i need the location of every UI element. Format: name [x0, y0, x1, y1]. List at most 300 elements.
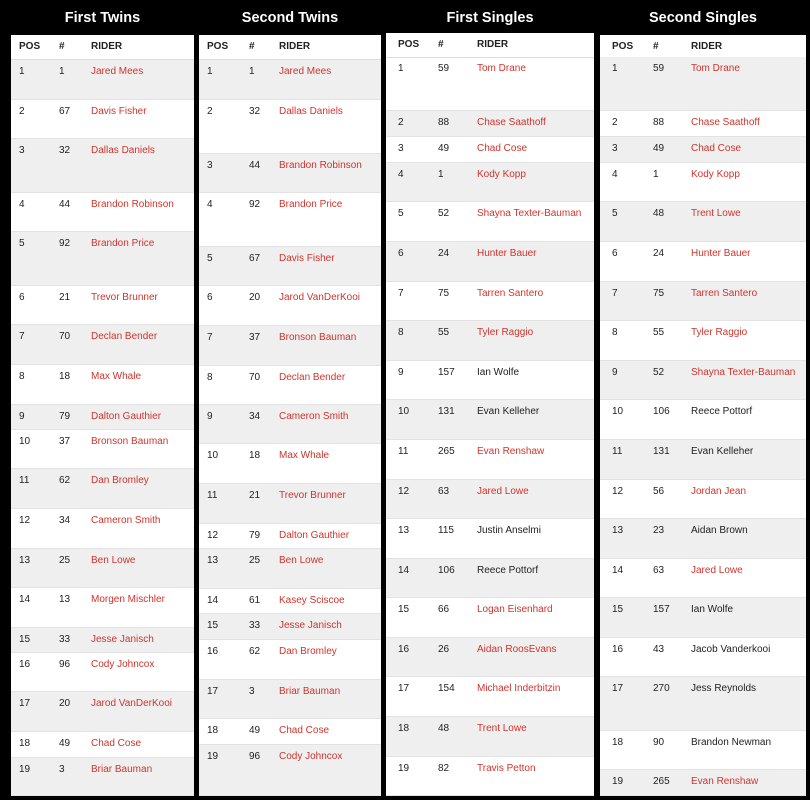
table-row	[11, 139, 194, 193]
position-cell: 18	[398, 723, 410, 734]
position-cell: 13	[19, 555, 31, 566]
number-cell: 157	[438, 367, 455, 378]
rider-link[interactable]: Kody Kopp	[691, 169, 740, 180]
number-cell: 32	[59, 145, 71, 156]
position-cell: 14	[19, 594, 31, 605]
table-row	[386, 111, 594, 137]
number-cell: 70	[59, 331, 71, 342]
rider-link[interactable]: Morgen Mischler	[91, 594, 165, 605]
position-cell: 6	[207, 292, 213, 303]
table-row	[11, 628, 194, 653]
rider-link[interactable]: Dan Bromley	[91, 475, 149, 486]
rider-link[interactable]: Jared Mees	[279, 66, 332, 77]
table-row	[386, 677, 594, 717]
number-cell: 1	[438, 169, 444, 180]
number-cell: 33	[59, 634, 71, 645]
rider-link[interactable]: Jesse Janisch	[279, 620, 342, 631]
number-cell: 37	[59, 436, 71, 447]
position-cell: 3	[612, 143, 618, 154]
number-cell: 265	[653, 776, 670, 787]
rider-link[interactable]: Shayna Texter-Bauman	[691, 367, 796, 378]
position-cell: 14	[207, 595, 219, 606]
rider-name: Ian Wolfe	[691, 604, 734, 615]
column-header-pos: POS	[207, 41, 229, 52]
rider-link[interactable]: Hunter Bauer	[691, 248, 751, 259]
results-panel-second-singles	[600, 0, 806, 800]
table-row	[600, 440, 806, 480]
rider-link[interactable]: Bronson Bauman	[279, 332, 357, 343]
table-row	[386, 361, 594, 400]
table-row	[386, 321, 594, 361]
table-row	[199, 549, 381, 589]
position-cell: 2	[207, 106, 213, 117]
number-cell: 115	[438, 525, 454, 536]
table-row	[386, 638, 594, 677]
rider-link[interactable]: Aidan RoosEvans	[477, 644, 557, 655]
rider-link[interactable]: Cameron Smith	[279, 411, 349, 422]
position-cell: 9	[19, 411, 25, 422]
position-cell: 3	[207, 160, 213, 171]
table-row	[386, 559, 594, 598]
rider-link[interactable]: Jarod VanDerKooi	[91, 698, 172, 709]
number-cell: 55	[653, 327, 665, 338]
position-cell: 11	[398, 446, 409, 457]
number-cell: 92	[249, 199, 261, 210]
table-row	[199, 614, 381, 640]
rider-link[interactable]: Shayna Texter-Bauman	[477, 208, 582, 219]
number-cell: 24	[438, 248, 450, 259]
rider-link[interactable]: Logan Eisenhard	[477, 604, 553, 615]
table-row	[11, 653, 194, 692]
number-cell: 34	[249, 411, 261, 422]
table-row	[600, 559, 806, 598]
panel-title: First Twins	[64, 10, 141, 26]
number-cell: 265	[438, 446, 455, 457]
rider-link[interactable]: Brandon Robinson	[91, 199, 174, 210]
table-row	[11, 732, 194, 758]
number-cell: 154	[438, 683, 455, 694]
rider-link[interactable]: Cameron Smith	[91, 515, 161, 526]
position-cell: 5	[612, 208, 618, 219]
column-header-number: #	[59, 41, 65, 52]
position-cell: 13	[612, 525, 624, 536]
rider-link[interactable]: Michael Inderbitzin	[477, 683, 561, 694]
table-row	[386, 480, 594, 519]
results-table	[199, 35, 381, 796]
position-cell: 17	[612, 683, 624, 694]
position-cell: 1	[612, 63, 618, 74]
rider-link[interactable]: Chase Saathoff	[691, 117, 760, 128]
table-header-row	[386, 33, 594, 58]
rider-link[interactable]: Davis Fisher	[279, 253, 335, 264]
rider-name: Brandon Newman	[691, 737, 772, 748]
table-row	[11, 469, 194, 509]
number-cell: 49	[249, 725, 261, 736]
number-cell: 63	[438, 486, 450, 497]
position-cell: 16	[207, 646, 219, 657]
position-cell: 13	[398, 525, 410, 536]
column-header-number: #	[438, 39, 444, 50]
rider-link[interactable]: Evan Renshaw	[691, 776, 759, 787]
table-row	[386, 440, 594, 480]
position-cell: 3	[398, 143, 404, 154]
column-header-number: #	[249, 41, 255, 52]
table-row	[11, 509, 194, 549]
rider-link[interactable]: Trent Lowe	[477, 723, 527, 734]
number-cell: 82	[438, 763, 450, 774]
rider-link[interactable]: Jarod VanDerKooi	[279, 292, 360, 303]
number-cell: 32	[249, 106, 261, 117]
position-cell: 10	[19, 436, 31, 447]
position-cell: 8	[398, 327, 404, 338]
rider-link[interactable]: Declan Bender	[279, 372, 346, 383]
rider-link[interactable]: Chad Cose	[691, 143, 742, 154]
position-cell: 9	[398, 367, 404, 378]
rider-link[interactable]: Trevor Brunner	[91, 292, 158, 303]
rider-link[interactable]: Tom Drane	[477, 63, 526, 74]
rider-link[interactable]: Dallas Daniels	[91, 145, 155, 156]
table-row	[600, 137, 806, 163]
number-cell: 63	[653, 565, 665, 576]
position-cell: 5	[398, 208, 404, 219]
rider-link[interactable]: Dalton Gauthier	[279, 530, 350, 541]
table-row	[11, 588, 194, 628]
rider-link[interactable]: Kody Kopp	[477, 169, 526, 180]
position-cell: 6	[19, 292, 25, 303]
table-row	[600, 731, 806, 770]
rider-link[interactable]: Ben Lowe	[279, 555, 324, 566]
table-row	[600, 361, 806, 400]
rider-link[interactable]: Chad Cose	[279, 725, 330, 736]
rider-link[interactable]: Cody Johncox	[279, 751, 343, 762]
number-cell: 67	[59, 106, 71, 117]
table-row	[11, 758, 194, 796]
position-cell: 9	[207, 411, 213, 422]
table-row	[600, 677, 806, 731]
rider-link[interactable]: Davis Fisher	[91, 106, 147, 117]
position-cell: 1	[207, 66, 213, 77]
position-cell: 12	[19, 515, 31, 526]
table-row	[11, 325, 194, 365]
table-row	[386, 400, 594, 440]
table-row	[199, 326, 381, 366]
number-cell: 55	[438, 327, 450, 338]
rider-link[interactable]: Kasey Sciscoe	[279, 595, 345, 606]
number-cell: 37	[249, 332, 261, 343]
table-row	[199, 745, 381, 796]
position-cell: 8	[207, 372, 213, 383]
number-cell: 270	[653, 683, 670, 694]
number-cell: 106	[653, 406, 670, 417]
rider-link[interactable]: Bronson Bauman	[91, 436, 169, 447]
number-cell: 3	[249, 686, 255, 697]
rider-link[interactable]: Cody Johncox	[91, 659, 155, 670]
table-row	[600, 638, 806, 677]
position-cell: 17	[398, 683, 410, 694]
table-row	[199, 154, 381, 193]
rider-link[interactable]: Briar Bauman	[91, 764, 153, 775]
table-row	[600, 400, 806, 440]
rider-link[interactable]: Tyler Raggio	[691, 327, 748, 338]
number-cell: 106	[438, 565, 455, 576]
position-cell: 1	[398, 63, 404, 74]
number-cell: 44	[249, 160, 261, 171]
position-cell: 7	[19, 331, 25, 342]
rider-link[interactable]: Ben Lowe	[91, 555, 136, 566]
table-row	[386, 282, 594, 321]
table-row	[600, 598, 806, 638]
results-panel-first-twins	[11, 0, 194, 800]
table-header-row	[11, 35, 194, 60]
position-cell: 10	[612, 406, 624, 417]
rider-name: Evan Kelleher	[477, 406, 540, 417]
column-header-pos: POS	[612, 41, 634, 52]
number-cell: 13	[59, 594, 71, 605]
table-row	[600, 519, 806, 559]
panel-title: Second Singles	[649, 10, 757, 26]
rider-name: Reece Pottorf	[477, 565, 539, 576]
position-cell: 4	[207, 199, 213, 210]
results-table	[386, 33, 594, 796]
position-cell: 12	[398, 486, 410, 497]
position-cell: 11	[612, 446, 623, 457]
position-cell: 3	[19, 145, 25, 156]
table-row	[600, 242, 806, 282]
position-cell: 5	[19, 238, 25, 249]
rider-name: Evan Kelleher	[691, 446, 754, 457]
rider-name: Ian Wolfe	[477, 367, 520, 378]
position-cell: 7	[398, 288, 404, 299]
column-header-rider: RIDER	[477, 39, 509, 50]
rider-link[interactable]: Dallas Daniels	[279, 106, 343, 117]
number-cell: 1	[249, 66, 255, 77]
rider-link[interactable]: Jordan Jean	[691, 486, 747, 497]
number-cell: 34	[59, 515, 71, 526]
rider-link[interactable]: Dan Bromley	[279, 646, 337, 657]
table-row	[199, 484, 381, 524]
table-row	[199, 366, 381, 405]
number-cell: 18	[249, 450, 261, 461]
number-cell: 157	[653, 604, 670, 615]
position-cell: 6	[398, 248, 404, 259]
rider-name: Jacob Vanderkooi	[691, 644, 771, 655]
column-header-pos: POS	[398, 39, 420, 50]
number-cell: 59	[653, 63, 665, 74]
table-row	[199, 193, 381, 247]
number-cell: 49	[59, 738, 71, 749]
position-cell: 18	[19, 738, 31, 749]
number-cell: 88	[438, 117, 450, 128]
table-row	[199, 680, 381, 719]
rider-link[interactable]: Max Whale	[91, 371, 142, 382]
rider-link[interactable]: Declan Bender	[91, 331, 158, 342]
number-cell: 67	[249, 253, 261, 264]
position-cell: 8	[19, 371, 25, 382]
number-cell: 21	[59, 292, 71, 303]
column-header-pos: POS	[19, 41, 41, 52]
table-row	[11, 365, 194, 405]
rider-link[interactable]: Brandon Price	[279, 199, 343, 210]
rider-name: Reece Pottorf	[691, 406, 753, 417]
number-cell: 52	[653, 367, 665, 378]
rider-link[interactable]: Trevor Brunner	[279, 490, 346, 501]
number-cell: 96	[249, 751, 261, 762]
table-row	[600, 321, 806, 361]
number-cell: 90	[653, 737, 665, 748]
number-cell: 1	[59, 66, 65, 77]
panel-title: First Singles	[446, 10, 534, 26]
number-cell: 66	[438, 604, 450, 615]
position-cell: 4	[612, 169, 618, 180]
number-cell: 49	[653, 143, 665, 154]
rider-link[interactable]: Max Whale	[279, 450, 330, 461]
number-cell: 25	[249, 555, 261, 566]
rider-link[interactable]: Jared Mees	[91, 66, 144, 77]
table-row	[199, 100, 381, 154]
position-cell: 2	[612, 117, 618, 128]
table-row	[600, 57, 806, 111]
table-row	[600, 282, 806, 321]
table-row	[11, 549, 194, 588]
position-cell: 9	[612, 367, 618, 378]
position-cell: 16	[19, 659, 31, 670]
rider-link[interactable]: Brandon Robinson	[279, 160, 362, 171]
rider-link[interactable]: Evan Renshaw	[477, 446, 545, 457]
position-cell: 17	[19, 698, 31, 709]
table-row	[11, 405, 194, 430]
results-panel-first-singles	[386, 0, 594, 800]
position-cell: 4	[398, 169, 404, 180]
rider-link[interactable]: Tom Drane	[691, 63, 740, 74]
position-cell: 15	[612, 604, 624, 615]
number-cell: 44	[59, 199, 71, 210]
position-cell: 13	[207, 555, 219, 566]
position-cell: 14	[612, 565, 624, 576]
column-header-number: #	[653, 41, 659, 52]
table-row	[600, 163, 806, 202]
position-cell: 12	[612, 486, 624, 497]
table-row	[386, 57, 594, 111]
position-cell: 16	[612, 644, 624, 655]
number-cell: 24	[653, 248, 665, 259]
number-cell: 75	[438, 288, 450, 299]
position-cell: 12	[207, 530, 219, 541]
number-cell: 56	[653, 486, 665, 497]
rider-link[interactable]: Chad Cose	[477, 143, 528, 154]
number-cell: 79	[59, 411, 71, 422]
position-cell: 10	[207, 450, 219, 461]
table-row	[11, 232, 194, 286]
table-row	[199, 60, 381, 100]
number-cell: 21	[249, 490, 261, 501]
position-cell: 15	[207, 620, 219, 631]
rider-link[interactable]: Chad Cose	[91, 738, 142, 749]
number-cell: 1	[653, 169, 659, 180]
number-cell: 33	[249, 620, 261, 631]
number-cell: 23	[653, 525, 665, 536]
table-row	[600, 770, 806, 796]
column-header-rider: RIDER	[691, 41, 723, 52]
position-cell: 5	[207, 253, 213, 264]
table-row	[600, 480, 806, 519]
position-cell: 10	[398, 406, 410, 417]
number-cell: 20	[249, 292, 261, 303]
position-cell: 7	[207, 332, 213, 343]
position-cell: 18	[612, 737, 624, 748]
position-cell: 14	[398, 565, 410, 576]
rider-link[interactable]: Jared Lowe	[691, 565, 743, 576]
number-cell: 49	[438, 143, 450, 154]
table-row	[11, 60, 194, 100]
position-cell: 19	[19, 764, 31, 775]
results-table	[11, 35, 194, 796]
rider-link[interactable]: Tyler Raggio	[477, 327, 534, 338]
number-cell: 96	[59, 659, 71, 670]
number-cell: 3	[59, 764, 65, 775]
position-cell: 8	[612, 327, 618, 338]
position-cell: 11	[207, 490, 218, 501]
number-cell: 92	[59, 238, 71, 249]
table-row	[386, 519, 594, 559]
number-cell: 88	[653, 117, 665, 128]
number-cell: 131	[653, 446, 670, 457]
rider-link[interactable]: Travis Petton	[477, 763, 536, 774]
rider-link[interactable]: Tarren Santero	[477, 288, 544, 299]
rider-link[interactable]: Trent Lowe	[691, 208, 741, 219]
rider-link[interactable]: Jared Lowe	[477, 486, 529, 497]
position-cell: 15	[398, 604, 410, 615]
position-cell: 15	[19, 634, 31, 645]
number-cell: 48	[438, 723, 450, 734]
position-cell: 4	[19, 199, 25, 210]
column-header-rider: RIDER	[279, 41, 311, 52]
table-row	[199, 286, 381, 326]
table-row	[199, 524, 381, 549]
table-row	[600, 202, 806, 242]
table-row	[199, 444, 381, 484]
table-row	[11, 100, 194, 139]
results-table	[600, 35, 806, 796]
table-row	[11, 430, 194, 469]
position-cell: 11	[19, 475, 30, 486]
position-cell: 17	[207, 686, 219, 697]
rider-link[interactable]: Tarren Santero	[691, 288, 758, 299]
table-row	[199, 247, 381, 286]
number-cell: 131	[438, 406, 455, 417]
table-row	[386, 163, 594, 202]
number-cell: 75	[653, 288, 665, 299]
rider-link[interactable]: Chase Saathoff	[477, 117, 546, 128]
table-header-row	[199, 35, 381, 60]
rider-link[interactable]: Jesse Janisch	[91, 634, 154, 645]
rider-link[interactable]: Hunter Bauer	[477, 248, 537, 259]
table-row	[386, 137, 594, 163]
rider-link[interactable]: Dalton Gauthier	[91, 411, 162, 422]
position-cell: 1	[19, 66, 25, 77]
rider-name: Justin Anselmi	[477, 525, 541, 536]
number-cell: 62	[249, 646, 261, 657]
table-row	[11, 692, 194, 732]
rider-link[interactable]: Brandon Price	[91, 238, 155, 249]
rider-link[interactable]: Briar Bauman	[279, 686, 341, 697]
number-cell: 20	[59, 698, 71, 709]
number-cell: 25	[59, 555, 71, 566]
number-cell: 18	[59, 371, 71, 382]
table-row	[199, 405, 381, 444]
position-cell: 16	[398, 644, 410, 655]
number-cell: 79	[249, 530, 261, 541]
rider-name: Aidan Brown	[691, 525, 748, 536]
